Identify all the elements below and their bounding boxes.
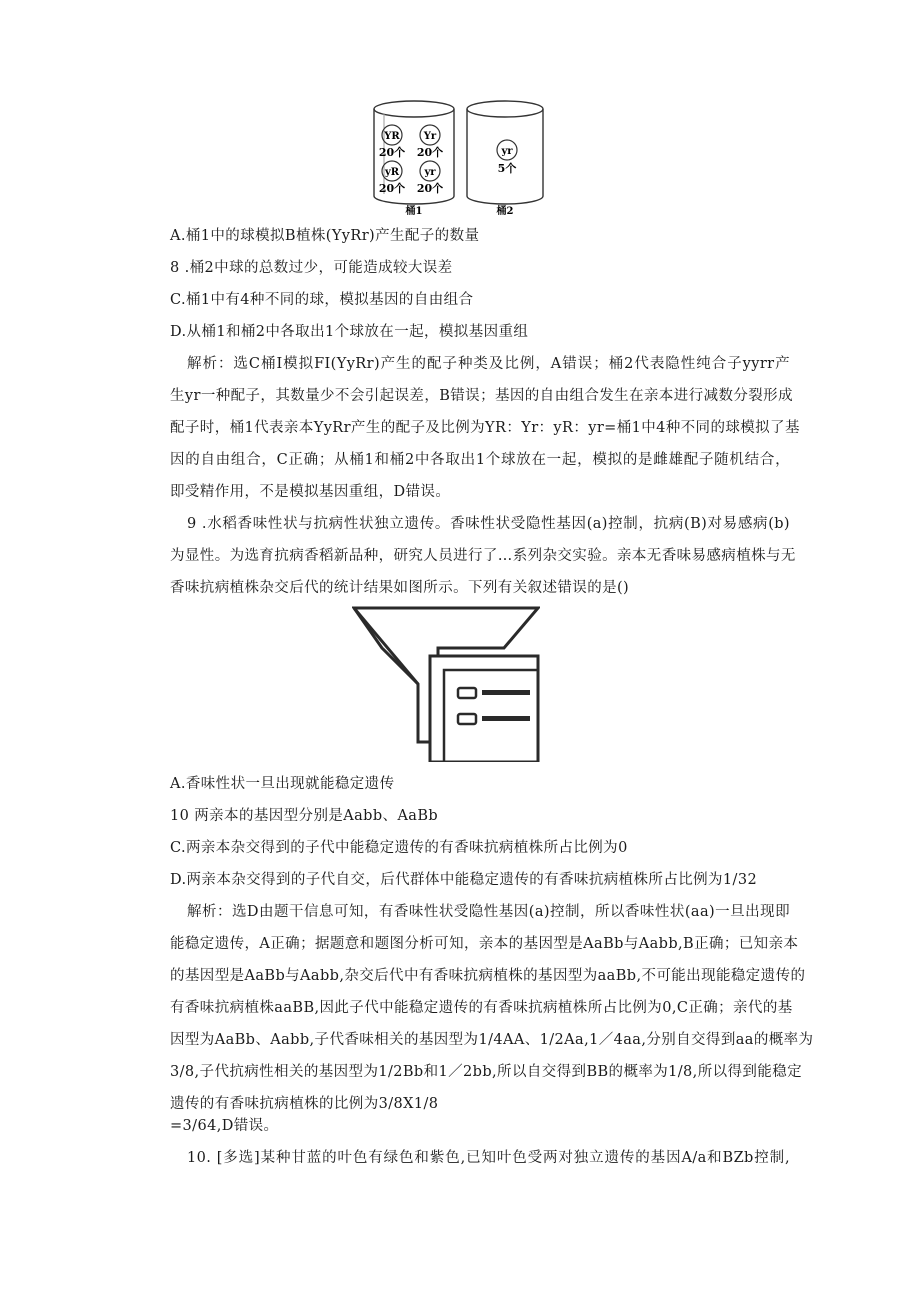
q9-option-c: C.两亲本杂交得到的子代中能稳定遗传的有香味抗病植株所占比例为0 bbox=[170, 840, 628, 856]
q9-analysis-line: 有香味抗病植株aaBB,因此子代中能稳定遗传的有香味抗病植株所占比例为0,C正确；亲代的基 bbox=[170, 1000, 793, 1016]
q8-analysis-line: 生yr一种配子，其数量少不会引起误差，B错误；基因的自由组合发生在亲本进行减数分裂形成 bbox=[170, 388, 793, 404]
q9-option-d: D.两亲本杂交得到的子代自交，后代群体中能稳定遗传的有香味抗病植株所占比例为1/32 bbox=[170, 872, 758, 888]
q9-stem-line: 为显性。为选育抗病香稻新品种，研究人员进行了…系列杂交实验。亲本无香味易感病植株与无 bbox=[170, 548, 796, 564]
q9-analysis-line: 的基因型是AaBb与Aabb,杂交后代中有香味抗病植株的基因型为aaBb,不可能出现能稳定遗传的 bbox=[170, 968, 806, 984]
q8-analysis-line: 因的自由组合，C正确；从桶1和桶2中各取出1个球放在一起，模拟的是雌雄配子随机结合， bbox=[170, 452, 790, 468]
q8-option-d: D.从桶1和桶2中各取出1个球放在一起，模拟基因重组 bbox=[170, 324, 529, 340]
q8-option-b: 8 .桶2中球的总数过少，可能造成较大误差 bbox=[170, 260, 453, 276]
ball-label: yr bbox=[424, 167, 436, 178]
q9-analysis-line: 能稳定遗传，A正确；据题意和题图分析可知，亲本的基因型是AaBb与Aabb,B正确；已知亲本 bbox=[170, 936, 799, 952]
q8-analysis-line: 即受精作用，不是模拟基因重组，D错误。 bbox=[170, 484, 451, 500]
ball-count: 20个 bbox=[378, 182, 406, 195]
ball-label: yR bbox=[384, 167, 400, 178]
q9-option-b: 10 两亲本的基因型分别是Aabb、AaBb bbox=[170, 808, 439, 824]
q9-analysis-line: 遗传的有香味抗病植株的比例为3/8X1/8 bbox=[170, 1096, 439, 1112]
broken-figure bbox=[352, 606, 540, 762]
q8-option-c: C.桶1中有4种不同的球，模拟基因的自由组合 bbox=[170, 292, 474, 308]
q9-stem-line: 9 .水稻香味性状与抗病性状独立遗传。香味性状受隐性基因(a)控制，抗病(B)对易感病(b) bbox=[187, 516, 790, 532]
bucket-caption: 桶2 bbox=[496, 206, 514, 217]
ball-count: 20个 bbox=[378, 146, 406, 159]
q8-option-a: A.桶1中的球模拟B植株(YyRr)产生配子的数量 bbox=[170, 228, 480, 244]
ball-label: YR bbox=[384, 131, 400, 142]
q9-stem-line: 香味抗病植株杂交后代的统计结果如图所示。下列有关叙述错误的是() bbox=[170, 580, 630, 596]
q8-analysis-line: 解析：选C桶I模拟FI(YyRr)产生的配子种类及比例，A错误；桶2代表隐性纯合子yyrr产 bbox=[187, 356, 790, 372]
q8-analysis-line: 配子时，桶1代表亲本YyRr产生的配子及比例为YR：Yr：yR：yr=桶1中4种不同的球模拟了基 bbox=[170, 420, 800, 436]
ball-label: yr bbox=[501, 146, 513, 157]
ball-label: Yr bbox=[423, 131, 437, 142]
bucket-figure bbox=[370, 98, 550, 218]
bucket-1 bbox=[374, 101, 454, 217]
ball-count: 20个 bbox=[416, 146, 444, 159]
q10-stem-line: 10. [多选]某种甘蓝的叶色有绿色和紫色,已知叶色受两对独立遗传的基因A/a和BZb控制, bbox=[187, 1150, 790, 1166]
bucket-2 bbox=[467, 101, 543, 217]
q9-analysis-line: 解析：选D由题干信息可知，有香味性状受隐性基因(a)控制，所以香味性状(aa)一旦出现即 bbox=[187, 904, 790, 920]
q9-analysis-line: 3/8,子代抗病性相关的基因型为1/2Bb和1／2bb,所以自交得到BB的概率为1/8,所以得到能稳定 bbox=[170, 1064, 802, 1080]
q9-option-a: A.香味性状一旦出现就能稳定遗传 bbox=[170, 776, 395, 792]
q9-analysis-line: =3/64,D错误。 bbox=[170, 1118, 279, 1134]
ball-count: 5个 bbox=[497, 162, 517, 175]
q9-analysis-line: 因型为AaBb、Aabb,子代香味相关的基因型为1/4AA、1/2Aa,1／4aa,分别自交得到aa的概率为 bbox=[170, 1032, 814, 1048]
ball-count: 20个 bbox=[416, 182, 444, 195]
bucket-caption: 桶1 bbox=[405, 206, 423, 217]
